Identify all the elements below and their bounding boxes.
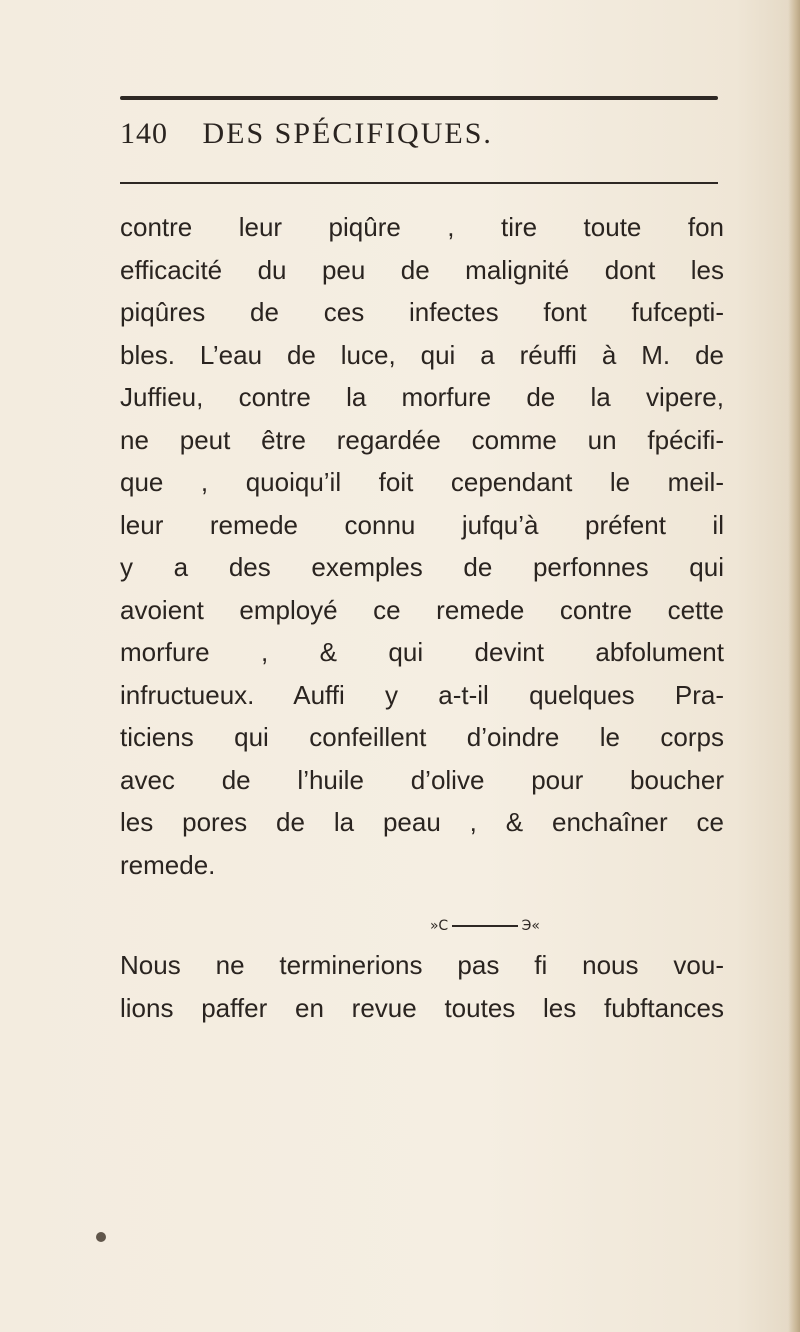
text-line: les pores de la peau , & enchaîner ce [120, 807, 724, 837]
text-line: piqûres de ces infectes font fufcepti- [120, 297, 724, 327]
text-line: remede. [120, 849, 216, 880]
paragraph-1 [120, 206, 724, 886]
header-bottom-rule [120, 182, 718, 184]
text-line: avec de l’huile d’olive pour boucher [120, 764, 724, 795]
text-line: y a des exemples de perfonnes qui [120, 552, 724, 582]
text-line: que , quoiqu’il foit cependant le meil- [120, 467, 724, 497]
running-header [120, 112, 720, 156]
page-edge-shadow [788, 0, 800, 1332]
text-line: leur remede connu jufqu’à préfent il [120, 509, 724, 540]
running-title: DES SPÉCIFIQUES. [202, 117, 493, 150]
text-line: contre leur piqûre , tire toute fon [120, 212, 724, 242]
paragraph-2 [120, 944, 724, 1029]
text-line: efficacité du peu de malignité dont les [120, 254, 724, 285]
text-line: bles. L’eau de luce, qui a réuffi à M. de [120, 339, 724, 370]
text-line: ticiens qui confeillent d’oindre le corps [120, 722, 724, 752]
page-number: 140 [120, 117, 168, 150]
ornament-left: »C [430, 918, 449, 934]
text-line: avoient employé ce remede contre cette [120, 594, 724, 625]
ornament-right: Э« [521, 918, 540, 934]
text-line: Nous ne terminerions pas fi nous vou- [120, 950, 724, 980]
text-line: Juffieu, contre la morfure de la vipere, [120, 382, 724, 412]
header-top-rule [120, 96, 718, 100]
ornament-bar [452, 925, 518, 927]
section-ornament [430, 916, 540, 936]
text-line: ne peut être regardée comme un fpécifi- [120, 424, 724, 455]
text-line: morfure , & qui devint abfolument [120, 637, 724, 667]
text-line: infructueux. Auffi y a-t-il quelques Pra- [120, 679, 724, 710]
ink-spot [96, 1232, 106, 1242]
text-line: lions paffer en revue toutes les fubftances [120, 992, 724, 1023]
